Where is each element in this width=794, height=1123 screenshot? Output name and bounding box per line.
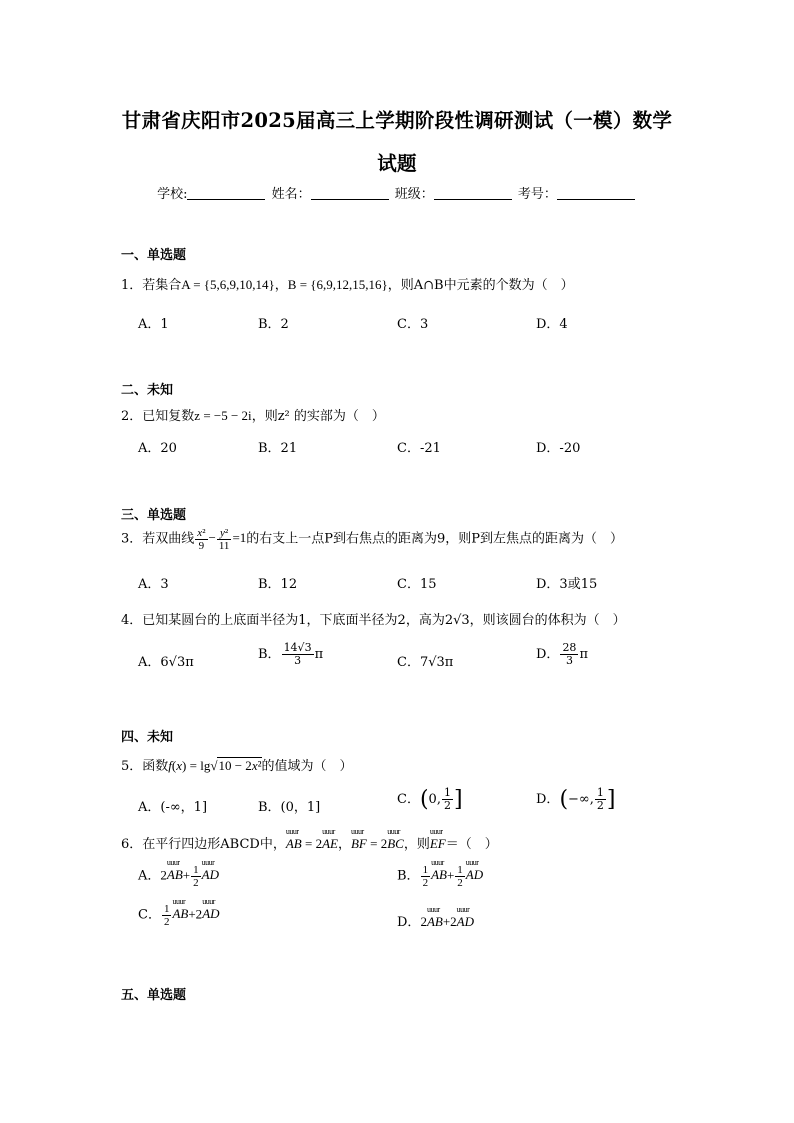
page-title-line2: 试题 <box>377 152 417 175</box>
q1-option-a[interactable]: A．1 <box>138 317 169 332</box>
hyperbola-equation: $\frac{\text{x²}}{9}$ − $\frac{\text{y²}}{11}$ =1 <box>197 527 247 552</box>
set-a: A = {5,6,9,10,14} <box>181 277 275 292</box>
q3-option-c[interactable]: C．15 <box>397 577 437 592</box>
question-text: 的值域为（ ） <box>261 759 353 774</box>
question-4 <box>121 609 626 628</box>
q2-option-c[interactable]: C．-21 <box>397 441 441 456</box>
name-blank[interactable] <box>311 186 389 200</box>
option-label: B． <box>258 647 281 662</box>
question-text: ，则A∩B中元素的个数为（ ） <box>387 278 574 293</box>
math-expression: z = −5 − 2i <box>194 408 252 423</box>
question-text: 已知复数 <box>142 409 195 424</box>
question-text: 若双曲线 <box>142 531 195 547</box>
q2-option-d[interactable]: D．-20 <box>536 441 581 456</box>
option-label: B． <box>397 868 420 884</box>
q1-option-d[interactable]: D．4 <box>536 317 568 332</box>
section-heading-2: 二、未知 <box>121 383 174 398</box>
set-b: B = {6,9,12,15,16} <box>287 277 388 292</box>
question-number: 3． <box>121 531 143 547</box>
question-number: 6． <box>121 837 143 852</box>
school-label: 学校: <box>157 187 188 202</box>
question-number: 2． <box>121 409 143 424</box>
vector-equation-2: uuur BF = 2uuur BC <box>351 836 404 851</box>
option-label: D． <box>536 647 560 662</box>
question-text: ，则 <box>403 837 430 852</box>
q6-option-c[interactable]: C． $\frac{1}{2}$ uuur AB+2uuur AD <box>138 903 220 928</box>
q1-option-b[interactable]: B．2 <box>258 317 289 332</box>
section-heading-3: 三、单选题 <box>121 508 187 523</box>
name-label: 姓名： <box>271 187 311 202</box>
q5-option-d[interactable]: D．(−∞, $\frac{1}{2}$ ] <box>536 786 616 812</box>
q2-option-a[interactable]: A．20 <box>138 441 177 456</box>
question-2 <box>121 405 385 424</box>
q6-option-b[interactable]: B． $\frac{1}{2}$ uuur AB+ $\frac{1}{2}$ uuur AD <box>397 864 483 889</box>
q3-option-a[interactable]: A．3 <box>138 577 169 592</box>
class-label: 班级： <box>394 187 434 202</box>
student-info-fields <box>0 183 794 202</box>
q5-option-c[interactable]: C．(0, $\frac{1}{2}$ ] <box>397 786 463 812</box>
question-text: ＝（ ） <box>445 837 498 852</box>
section-heading-1: 一、单选题 <box>121 248 187 263</box>
option-label: C． <box>138 907 161 923</box>
question-text: ，则z² 的实部为（ ） <box>251 409 385 424</box>
q6-option-d[interactable]: D．2uuur AB+2uuur AD <box>397 911 474 930</box>
q1-option-c[interactable]: C．3 <box>397 317 429 332</box>
question-text: 函数 <box>142 759 169 774</box>
question-3 <box>121 527 623 552</box>
function-expression: f(x) = lg√10 − 2x² <box>168 758 262 773</box>
question-1 <box>121 274 574 293</box>
school-blank[interactable] <box>187 186 265 200</box>
question-number: 4． <box>121 613 143 628</box>
exam-number-label: 考号： <box>517 187 557 202</box>
fraction: $\frac{14√3}{3}$ <box>283 641 312 667</box>
q4-option-b[interactable]: B． $\frac{14√3}{3}$ π <box>258 641 324 667</box>
question-6: 6．在平行四边形ABCD中，uuur AB = 2uuur AE，uuur BF = 2uuur BC，则uuur EF＝（ ） <box>121 833 498 852</box>
vector-ef: uuur EF <box>430 836 446 852</box>
fraction: $\frac{28}{3}$ <box>562 641 577 667</box>
q3-option-d[interactable]: D．3或15 <box>536 577 598 592</box>
question-text: 已知某圆台的上底面半径为1，下底面半径为2，高为2√3，则该圆台的体积为（ ） <box>142 613 626 628</box>
page-title: 甘肃省庆阳市2025届高三上学期阶段性调研测试（一模）数学 <box>121 109 673 132</box>
question-text: 在平行四边形ABCD中， <box>142 837 286 852</box>
q4-option-a[interactable]: A．6√3π <box>138 655 194 670</box>
separator: ， <box>274 278 288 293</box>
q3-option-b[interactable]: B．12 <box>258 577 298 592</box>
vector-equation-1: uuur AB = 2uuur AE <box>286 836 338 851</box>
q4-option-d[interactable]: D． $\frac{28}{3}$ π <box>536 641 588 667</box>
q2-option-b[interactable]: B．21 <box>258 441 298 456</box>
class-blank[interactable] <box>434 186 512 200</box>
option-label: D． <box>536 792 560 807</box>
question-text: 的右支上一点P到右焦点的距离为9，则P到左焦点的距离为（ ） <box>246 531 624 547</box>
exam-number-blank[interactable] <box>557 186 635 200</box>
question-text: 若集合 <box>142 278 182 293</box>
question-number: 1． <box>121 278 143 293</box>
question-5 <box>121 755 353 774</box>
option-label: A． <box>138 868 161 884</box>
section-heading-4: 四、未知 <box>121 730 174 745</box>
section-heading-5: 五、单选题 <box>121 988 187 1003</box>
q6-option-a[interactable]: A．2uuur AB+ $\frac{1}{2}$ uuur AD <box>138 864 219 889</box>
q5-option-a[interactable]: A．(-∞，1] <box>138 800 208 815</box>
q4-option-c[interactable]: C．7√3π <box>397 655 454 670</box>
option-label: D． <box>397 915 421 930</box>
q5-option-b[interactable]: B．(0，1] <box>258 800 321 815</box>
option-label: C． <box>397 792 420 807</box>
question-number: 5． <box>121 759 143 774</box>
